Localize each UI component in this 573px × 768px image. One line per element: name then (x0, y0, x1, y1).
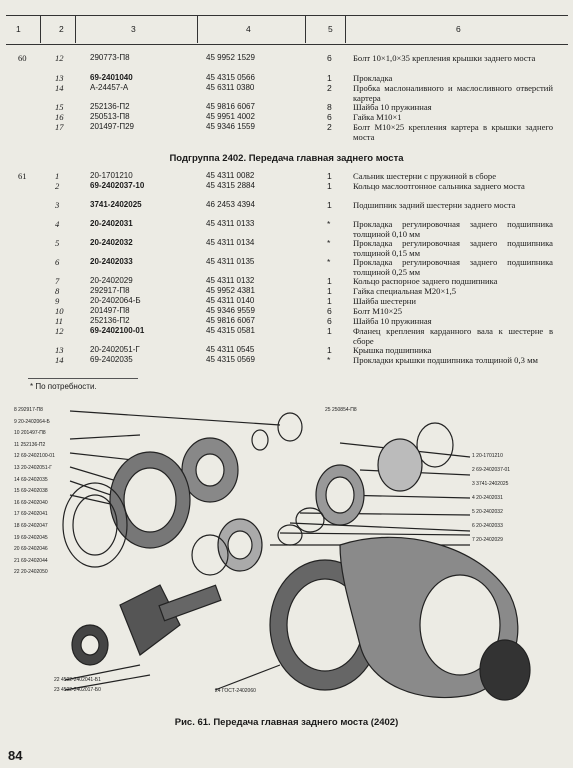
quantity: * (327, 219, 331, 229)
quantity: 1 (327, 181, 332, 191)
part-number: 201497-П29 (90, 122, 135, 131)
part-name: Прокладка регулировочная заднего подшипника толщиной 0,15 мм (353, 238, 553, 258)
quantity: * (327, 257, 331, 267)
part-callout-label: 12 69-2402100-01 (14, 453, 55, 460)
group-number: 60 (18, 53, 27, 63)
part-callout-label: 2 69-2402037-01 (472, 467, 511, 473)
header-col-6: 6 (456, 24, 461, 34)
footnote-rule (28, 378, 138, 379)
part-number: 20-2402033 (90, 257, 133, 266)
quantity: * (327, 355, 331, 365)
part-name: Гайка специальная М20×1,5 (353, 286, 457, 296)
part-name: Кольцо маслоотгонное сальника заднего моста (353, 181, 525, 191)
header-col-5: 5 (328, 24, 333, 34)
catalog-number: 45 9346 9559 (206, 306, 255, 315)
catalog-number: 45 4311 0082 (206, 171, 255, 180)
part-number: 69-2402035 (90, 355, 133, 364)
quantity: 1 (327, 73, 332, 83)
position-number: 14 (55, 355, 64, 365)
catalog-number: 45 9816 6067 (206, 102, 255, 111)
exploded-diagram-drawing (40, 395, 560, 705)
part-callout-label: 6 20-2402033 (472, 523, 503, 529)
catalog-number: 45 4311 0132 (206, 276, 255, 285)
part-number: 252136-П2 (90, 316, 130, 325)
column-divider (197, 15, 198, 43)
position-number: 1 (55, 171, 60, 181)
quantity: 1 (327, 345, 332, 355)
position-number: 17 (55, 122, 64, 132)
quantity: 2 (327, 122, 332, 132)
part-name: Болт М10×25 крепления картера в крышки заднего моста (353, 122, 553, 142)
bottom-part-label: 24 ГОСТ-2402060 (215, 688, 256, 694)
part-callout-label: 15 69-2402038 (14, 488, 48, 495)
part-number: 69-2402100-01 (90, 326, 145, 335)
quantity: 1 (327, 326, 332, 336)
header-col-3: 3 (131, 24, 136, 34)
page-number: 84 (8, 748, 23, 763)
quantity: * (327, 238, 331, 248)
column-divider (40, 15, 41, 43)
part-name: Прокладка (353, 73, 393, 83)
column-divider (345, 15, 346, 43)
part-callout-label: 11 252136-П2 (14, 441, 46, 448)
header-col-4: 4 (246, 24, 251, 34)
part-name: Фланец крепления карданного вала к шестерне в сборе (353, 326, 553, 346)
catalog-number: 45 9346 1559 (206, 122, 255, 131)
part-name: Крышка подшипника (353, 345, 432, 355)
part-number: 20-1701210 (90, 171, 133, 180)
exploded-diagram (14, 395, 560, 705)
part-callout-label: 13 20-2402051-Г (14, 465, 53, 471)
part-number: 20-2402031 (90, 219, 133, 228)
part-number: 201497-П8 (90, 306, 130, 315)
part-name: Прокладка регулировочная заднего подшипника толщиной 0,25 мм (353, 257, 553, 277)
table-header (6, 15, 568, 45)
position-number: 4 (55, 219, 60, 229)
header-col-2: 2 (59, 24, 64, 34)
part-callout-label: 14 69-2402035 (14, 476, 48, 483)
part-name: Болт М10×25 (353, 306, 402, 316)
position-number: 8 (55, 286, 60, 296)
part-number: 252136-П2 (90, 102, 130, 111)
quantity: 2 (327, 83, 332, 93)
position-number: 16 (55, 112, 64, 122)
part-callout-label: 4 20-2402031 (472, 495, 503, 501)
position-number: 7 (55, 276, 60, 286)
part-number: 20-2402029 (90, 276, 133, 285)
part-callout-label: 9 20-2402064-Б (14, 418, 50, 425)
quantity: 8 (327, 102, 332, 112)
part-callout-label: 17 69-2402041 (14, 511, 48, 518)
position-number: 2 (55, 181, 60, 191)
part-name: Подшипник задний шестерни заднего моста (353, 200, 516, 210)
part-number: 290773-П8 (90, 53, 130, 62)
part-callout-label: 8 292917-П8 (14, 407, 43, 413)
part-name: Пробка маслоналивного и маслосливного отверстий картера (353, 83, 553, 103)
catalog-number: 45 4311 0134 (206, 238, 255, 247)
part-name: Гайка М10×1 (353, 112, 402, 122)
catalog-number: 45 4315 0581 (206, 326, 255, 335)
position-number: 6 (55, 257, 60, 267)
part-name: Болт 10×1,0×35 крепления крышки заднего моста (353, 53, 536, 63)
part-name: Прокладки крышки подшипника толщиной 0,3 мм (353, 355, 538, 365)
quantity: 1 (327, 296, 332, 306)
part-callout-label: 5 20-2402032 (472, 509, 503, 515)
catalog-number: 45 4311 0133 (206, 219, 255, 228)
part-callout-label: 22 20-2402050 (14, 569, 48, 576)
part-callout-label: 7 20-2402029 (472, 537, 503, 543)
quantity: 1 (327, 200, 332, 210)
catalog-number: 45 4315 0566 (206, 73, 255, 82)
position-number: 12 (55, 326, 64, 336)
part-callout-label: 1 20-1701210 (472, 453, 503, 459)
quantity: 6 (327, 112, 332, 122)
column-divider (305, 15, 306, 43)
figure-caption: Рис. 61. Передача главная заднего моста (2402) (174, 717, 399, 728)
position-number: 10 (55, 306, 64, 316)
catalog-number: 45 9951 4002 (206, 112, 255, 121)
column-divider (75, 15, 76, 43)
catalog-number: 45 6311 0380 (206, 83, 255, 92)
part-callout-label: 16 69-2402040 (14, 499, 48, 506)
part-callout-label: 3 3741-2402025 (472, 481, 509, 487)
position-number: 13 (55, 345, 64, 355)
part-number: 69-2402037-10 (90, 181, 145, 190)
catalog-number: 45 4315 0569 (206, 355, 255, 364)
quantity: 1 (327, 171, 332, 181)
quantity: 1 (327, 286, 332, 296)
part-callout-label: 18 69-2402047 (14, 523, 48, 529)
position-number: 15 (55, 102, 64, 112)
position-number: 11 (55, 316, 63, 326)
group-number: 61 (18, 171, 27, 181)
part-callout-label: 10 201497-П8 (14, 430, 46, 437)
position-number: 12 (55, 53, 64, 63)
catalog-number: 45 9816 6067 (206, 316, 255, 325)
catalog-number: 45 4315 2884 (206, 181, 255, 190)
quantity: 6 (327, 53, 332, 63)
footnote: * По потребности. (30, 382, 97, 391)
catalog-number: 45 9952 4381 (206, 286, 255, 295)
position-number: 9 (55, 296, 60, 306)
catalog-number: 46 2453 4394 (206, 200, 255, 209)
part-number: 20-2402032 (90, 238, 133, 247)
part-name: Прокладка регулировочная заднего подшипника толщиной 0,10 мм (353, 219, 553, 239)
part-name: Шайба 10 пружинная (353, 316, 432, 326)
subgroup-title: Подгруппа 2402. Передача главная заднего моста (169, 153, 404, 164)
position-number: 5 (55, 238, 60, 248)
part-callout-label: 20 69-2402046 (14, 546, 48, 553)
part-number: 69-2401040 (90, 73, 133, 82)
bottom-part-label: 22 4502-2402041-Б1 (54, 677, 101, 683)
part-callout-label: 21 69-2402044 (14, 557, 48, 564)
catalog-number: 45 9952 1529 (206, 53, 255, 62)
position-number: 13 (55, 73, 64, 83)
part-number: 20-2402051-Г (90, 345, 140, 354)
part-callout-label: 19 69-2402045 (14, 534, 48, 541)
position-number: 14 (55, 83, 64, 93)
position-number: 3 (55, 200, 60, 210)
part-number: 3741-2402025 (90, 200, 142, 209)
part-name: Шайба 10 пружинная (353, 102, 432, 112)
part-number: 292917-П8 (90, 286, 130, 295)
part-name: Сальник шестерни с пружиной в сборе (353, 171, 497, 181)
part-name: Шайба шестерни (353, 296, 416, 306)
bottom-part-label: 23 4502-2402017-Б0 (54, 687, 101, 693)
catalog-number: 45 4311 0545 (206, 345, 255, 354)
top-part-label: 25 250854-П8 (325, 407, 357, 413)
quantity: 6 (327, 316, 332, 326)
catalog-number: 45 4311 0140 (206, 296, 255, 305)
part-number: 20-2402064-Б (90, 296, 141, 305)
part-name: Кольцо распорное заднего подшипника (353, 276, 498, 286)
quantity: 6 (327, 306, 332, 316)
part-number: 250513-П8 (90, 112, 130, 121)
quantity: 1 (327, 276, 332, 286)
part-number: А-24457-А (90, 83, 129, 92)
header-col-1: 1 (16, 24, 21, 34)
catalog-number: 45 4311 0135 (206, 257, 255, 266)
